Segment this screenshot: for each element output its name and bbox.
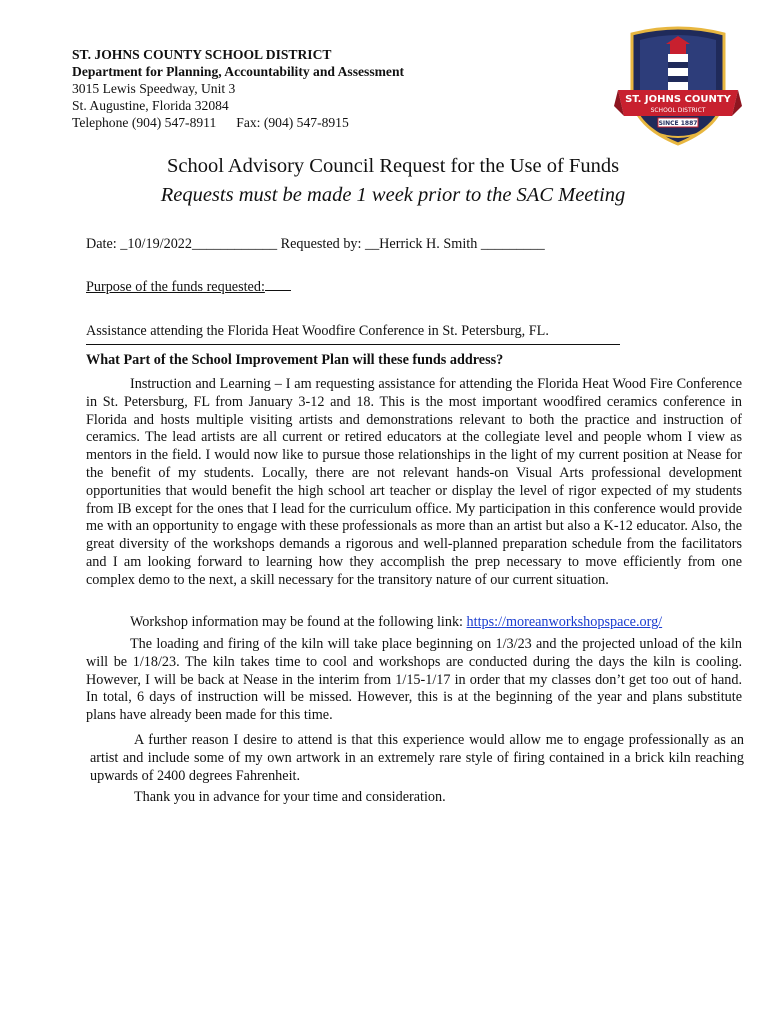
purpose-text: Assistance attending the Florida Heat Woodfire Conference in St. Petersburg, FL. [86,323,549,339]
divider [86,344,620,345]
svg-text:SINCE 1887: SINCE 1887 [658,120,698,127]
contact-line [72,114,404,131]
body-paragraph-3: The loading and firing of the kiln will take place beginning on 1/3/23 and the projected unload of the kiln will be 1/18/23. The kiln takes time to cool and workshops are conducted during the days the kiln is cooling. However, I will be back at Nease in the interim from 1/15-1/17 in order that my classes don’t get too out of hand. In total, 6 days of instruction will be missed. However, this is at the beginning of the year and plans substitute plans have already been made for this time. [86,636,742,724]
date-requester-line: Date: _10/19/2022____________ Requested by: __Herrick H. Smith _________ [86,236,545,252]
workshop-link[interactable]: https://moreanworkshopspace.org/ [466,614,663,630]
closing-line: Thank you in advance for your time and consideration. [134,789,446,805]
form-title: School Advisory Council Request for the Use of Funds [166,155,620,177]
letterhead [72,46,404,131]
telephone: Telephone (904) 547-8911 [72,115,217,130]
address-line-1: 3015 Lewis Speedway, Unit 3 [72,81,236,96]
body-paragraph-1: Instruction and Learning – I am requesting assistance for attending the Florida Heat Wood Fire Conference in St. Petersburg, FL from January 3-12 and 18. This is the most important woodfired ceramics conference in Florida and hosts multiple visiting artists and demonstrations relevant to both the practice and instruction of ceramics. The lead artists are all current or retired educators at the collegiate level and people whom I view as mentors in the field. I would now like to pursue those relationships in the light of my current position at Nease for the benefit of my students. Locally, there are not relevant hands-on Visual Arts professional development opportunities that would benefit the high school art teacher or display the level of rigor expected of my students from IB except for the ones that I lead for the curriculum office. My participation in this conference would provide me with an opportunity to engage with these professionals as more than an artist but also a K-12 educator. Also, the great diversity of the workshops demands a rigorous and well-planned preparation schedule from the facilitators and I am looking forward to learning how they accomplish the prep necessary to move efficiently from one complex demo to the next, a skill necessary for the transitory nature of our current situation. [86,376,742,588]
purpose-label: Purpose of the funds requested: [86,278,291,296]
body-paragraph-4: A further reason I desire to attend is that this experience would allow me to engage professionally as an artist and include some of my own artwork in an extremely rare style of firing contained in a brick kiln reaching upwards of 2400 degrees Fahrenheit. [90,732,744,784]
district-logo [614,26,742,148]
district-name: ST. JOHNS COUNTY SCHOOL DISTRICT [72,47,332,62]
address-line-2: St. Augustine, Florida 32084 [72,98,229,113]
svg-text:ST. JOHNS COUNTY: ST. JOHNS COUNTY [625,94,731,105]
body-paragraph-2: Workshop information may be found at the following link: https://moreanworkshopspace.org/ [130,614,663,630]
sip-question: What Part of the School Improvement Plan will these funds address? [86,352,504,368]
form-subtitle: Requests must be made 1 week prior to the SAC Meeting [160,184,626,206]
svg-text:SCHOOL DISTRICT: SCHOOL DISTRICT [650,107,706,114]
fax: Fax: (904) 547-8915 [236,115,349,130]
department-name: Department for Planning, Accountability and Assessment [72,64,405,79]
